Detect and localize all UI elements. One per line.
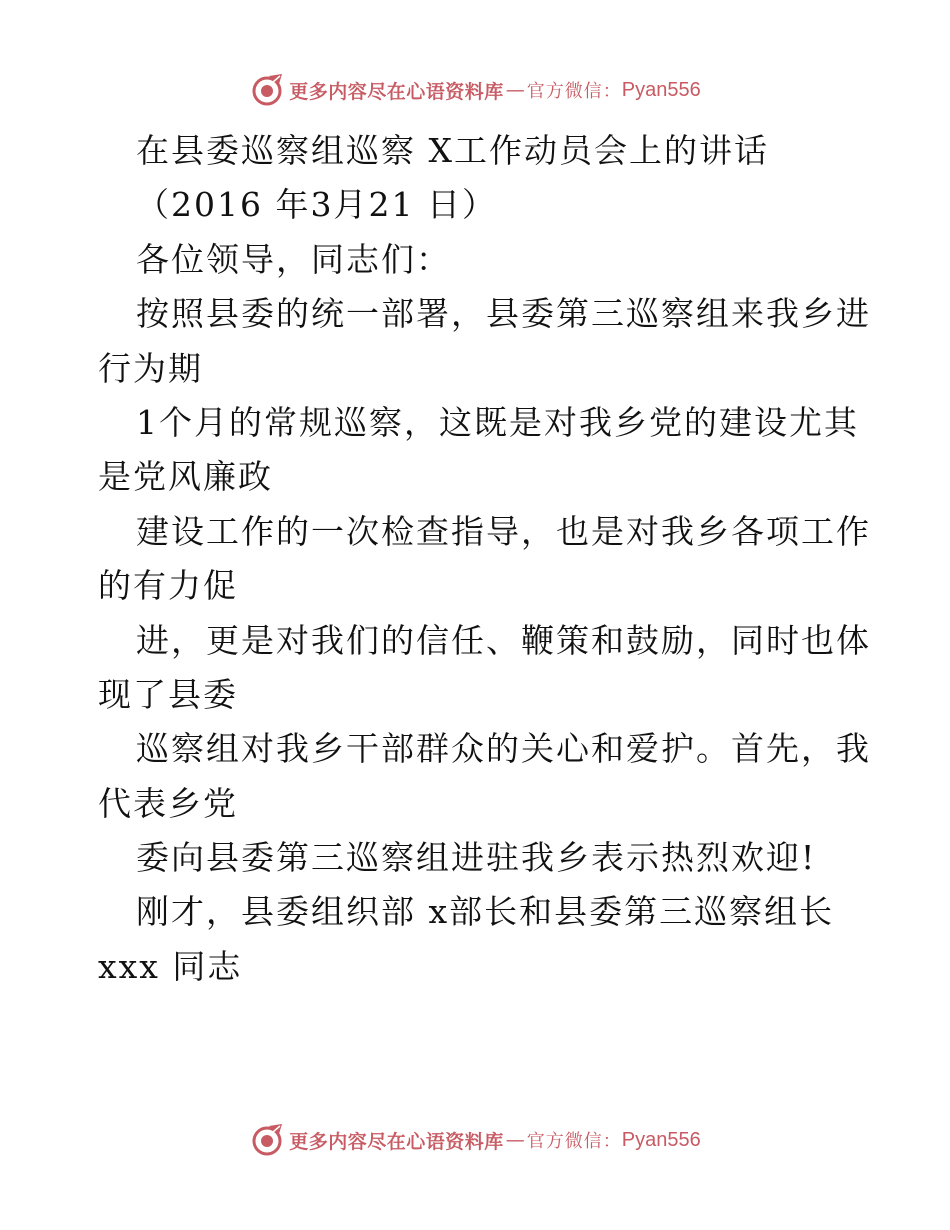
banner-wechat-id: Pyan556 (621, 78, 701, 101)
paragraph-line: 是党风廉政 (98, 457, 273, 497)
paragraph-line: 行为期 (98, 348, 203, 388)
banner-main-text: 更多内容尽在心语资料库 (289, 80, 504, 103)
paragraph-line: 进，更是对我们的信任、鞭策和鼓励，同时也体 (136, 620, 871, 660)
header-watermark-banner (0, 68, 950, 112)
brand-logo-icon (249, 72, 285, 108)
paragraph-line: 巡察组对我乡干部群众的关心和爱护。首先，我 (136, 729, 871, 769)
brand-logo-icon (249, 1122, 285, 1158)
paragraph-line: 1个月的常规巡察，这既是对我乡党的建设尤其 (136, 402, 859, 442)
document-salutation: 各位领导，同志们： (136, 239, 451, 279)
paragraph-line: 的有力促 (98, 566, 238, 606)
document-title: 在县委巡察组巡察 X工作动员会上的讲话 (136, 131, 769, 170)
paragraph-line: 按照县委的统一部署，县委第三巡察组来我乡进 (136, 294, 871, 334)
banner-wechat-label: 官方微信： (526, 81, 622, 102)
paragraph-line: 刚才，县委组织部 x部长和县委第三巡察组长 (136, 892, 835, 932)
paragraph-line: 委向县委第三巡察组进驻我乡表示热烈欢迎! (136, 838, 817, 878)
paragraph-line: xxx 同志 (98, 946, 243, 986)
footer-watermark-banner (0, 1118, 950, 1162)
paragraph-line: 代表乡党 (98, 783, 238, 823)
banner-wechat-label: 官方微信： (526, 1131, 622, 1152)
banner-separator: — (505, 1129, 525, 1151)
document-date: （2016 年3月21 日） (136, 185, 497, 225)
document-body (98, 124, 871, 994)
banner-separator: — (505, 79, 525, 101)
paragraph-line: 现了县委 (98, 674, 238, 714)
banner-wechat-id: Pyan556 (621, 1128, 701, 1151)
banner-main-text: 更多内容尽在心语资料库 (289, 1130, 504, 1153)
paragraph-line: 建设工作的一次检查指导，也是对我乡各项工作 (136, 511, 871, 551)
